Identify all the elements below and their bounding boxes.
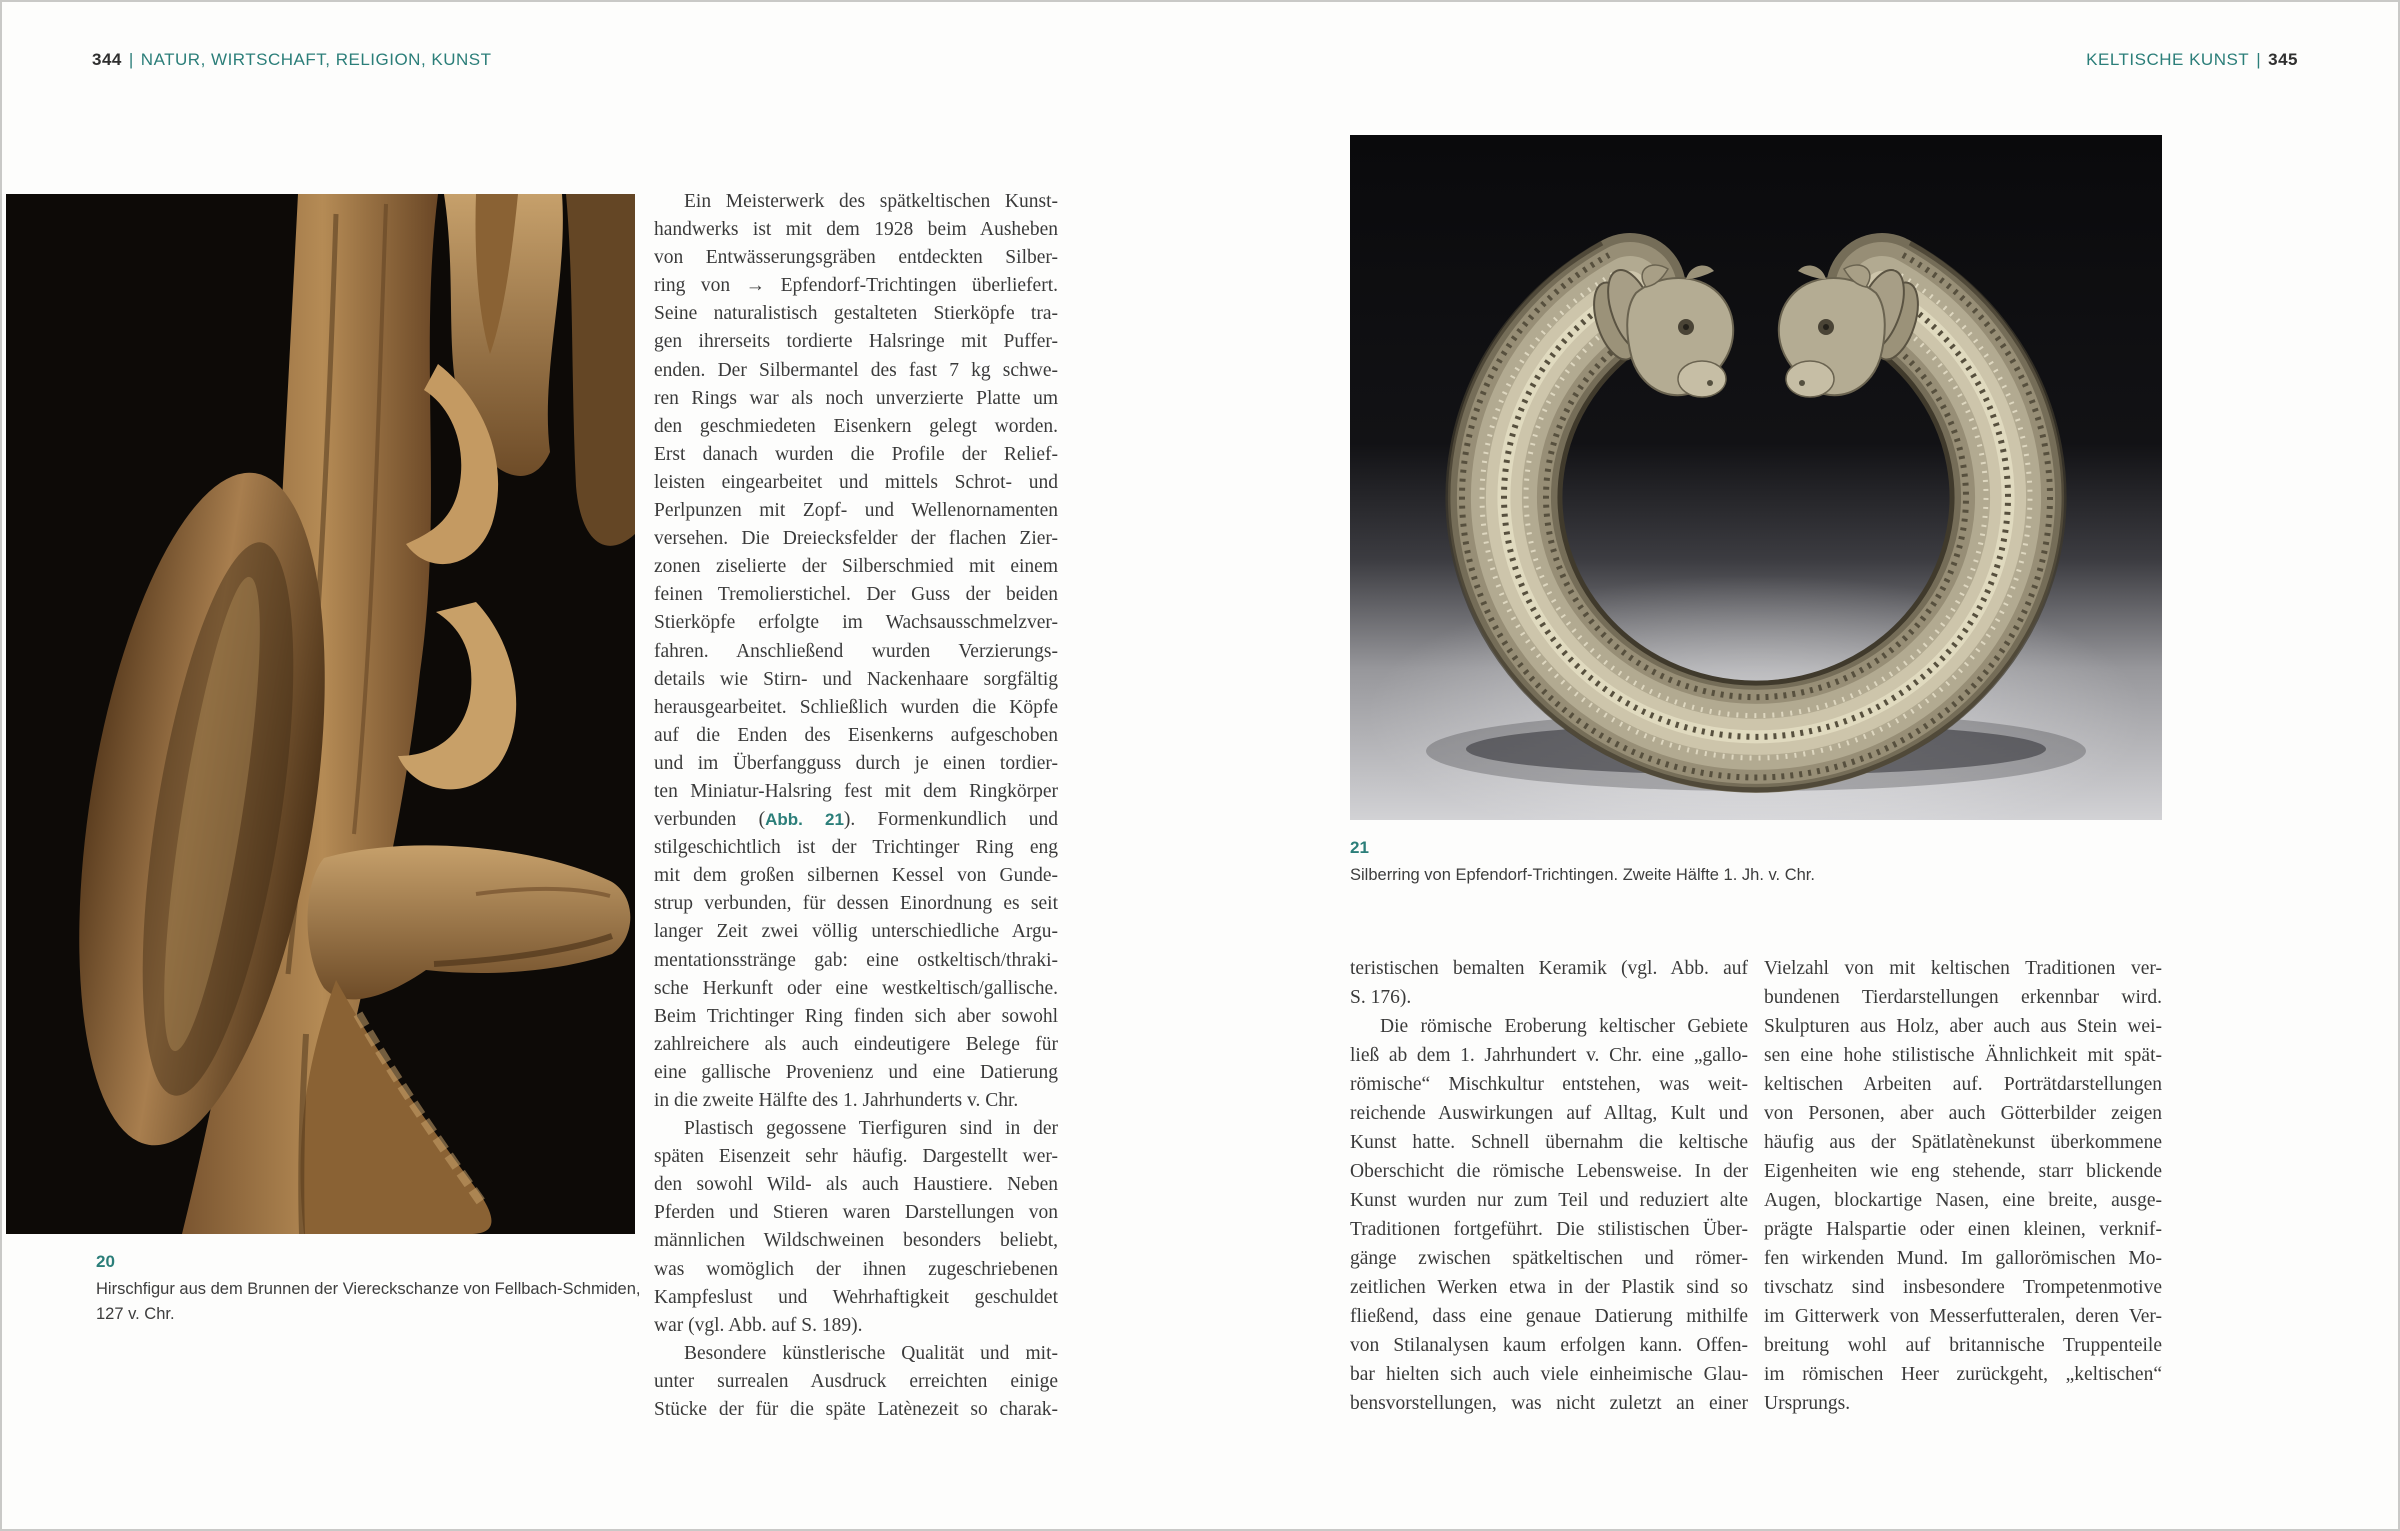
text-line: fahren. Anschließend wurden Verzierungs-: [654, 640, 1058, 662]
caption-line: 127 v. Chr.: [96, 1305, 175, 1323]
text-line: enden. Der Silbermantel des fast 7 kg schwe-: [654, 359, 1058, 381]
text-line: Besondere künstlerische Qualität und mit-: [684, 1342, 1058, 1364]
text-line: leisten eingearbeitet und mittels Schrot- und: [654, 471, 1058, 493]
text-line: S. 176).: [1350, 987, 1412, 1008]
silver-ring-photo: [1350, 135, 2162, 820]
text-line: zonen ziselierte der Silberschmied mit einem: [654, 556, 1058, 578]
text-line: prägte Halspartie oder einen kleinen, verknif-: [1764, 1219, 2162, 1240]
text-line: gänge zwischen spätkeltischen und römer-: [1350, 1248, 1748, 1269]
caption-line: Silberring von Epfendorf-Trichtingen. Zweite Hälfte 1. Jh. v. Chr.: [1350, 866, 1815, 884]
text-line: Ein Meisterwerk des spätkeltischen Kunst-: [684, 191, 1058, 212]
text-line: bensvorstellungen, was nicht zuletzt an einer: [1350, 1393, 1748, 1414]
text-line: in die zweite Hälfte des 1. Jahrhunderts v. Chr.: [654, 1090, 1019, 1111]
text-line: strup verbunden, für dessen Einordnung es seit: [654, 893, 1058, 915]
text-line: den geschmiedeten Eisenkern gelegt worden.: [654, 415, 1058, 437]
text-line: tivschatz sind insbesondere Trompetenmotive: [1764, 1277, 2162, 1298]
text-line: sche Herkunft oder eine westkeltisch/gallische.: [654, 977, 1058, 999]
text-line: fließend, dass eine genaue Datierung mithilfe: [1350, 1306, 1748, 1327]
text-line: ten Miniatur-Halsring fest mit dem Ringkörper: [654, 780, 1058, 802]
header-right: [2086, 50, 2298, 70]
text-line: zeitlichen Werken etwa in der Plastik sind so: [1350, 1277, 1748, 1298]
text-line: bar hielten sich auch viele einheimische Glau-: [1350, 1364, 1748, 1385]
text-line: römische“ Mischkultur entstehen, was weit-: [1350, 1074, 1748, 1095]
header-separator: |: [128, 50, 134, 69]
text-line: Pferden und Stieren waren Darstellungen von: [654, 1202, 1058, 1224]
stag-sculpture-photo: [6, 194, 635, 1234]
text-line: teristischen bemalten Keramik (vgl. Abb. auf: [1350, 958, 1748, 979]
text-line: unter surrealen Ausdruck erreichten einige: [654, 1370, 1058, 1392]
text-line: sen eine hohe stilistische Ähnlichkeit mit spät-: [1764, 1045, 2162, 1066]
text-column-right-2: [1764, 954, 2162, 1424]
page-number-left: 344: [92, 50, 122, 69]
text-line: fen wirkenden Mund. Im gallorömischen Mo-: [1764, 1248, 2162, 1269]
figure-reference: Abb. 21: [765, 810, 844, 830]
header-separator: |: [2256, 50, 2262, 69]
text-line: feinen Tremolierstichel. Der Guss der beiden: [654, 584, 1058, 606]
text-line: bundenen Tierdarstellungen erkennbar wird.: [1764, 987, 2162, 1008]
chapter-title-left: NATUR, WIRTSCHAFT, RELIGION, KUNST: [140, 50, 492, 69]
text-line: Die römische Eroberung keltischer Gebiete: [1380, 1016, 1748, 1037]
text-line: Traditionen fortgeführt. Die stilistischen Über-: [1350, 1219, 1748, 1240]
text-line: Perlpunzen mit Zopf- und Wellenornamenten: [654, 500, 1058, 522]
text-line: war (vgl. Abb. auf S. 189).: [654, 1314, 863, 1336]
caption-line: Hirschfigur aus dem Brunnen der Viereckschanze von Fellbach-Schmiden,: [96, 1280, 641, 1298]
text-line: Stierköpfe erfolgte im Wachsausschmelzver-: [654, 612, 1058, 634]
text-line: ring von → Epfendorf-Trichtingen überliefert.: [654, 275, 1058, 297]
text-line: Oberschicht die römische Lebensweise. In der: [1350, 1161, 1748, 1182]
chapter-title-right: KELTISCHE KUNST: [2086, 50, 2250, 69]
text-line: Ursprungs.: [1764, 1393, 1851, 1414]
silver-ring-illustration: [1350, 135, 2162, 820]
text-line: details wie Stirn- und Nackenhaare sorgfältig: [654, 668, 1058, 690]
text-line: auf die Enden des Eisenkerns aufgeschoben: [654, 724, 1058, 746]
text-line: breitung wohl auf britannische Truppenteile: [1764, 1335, 2162, 1356]
text-line: herausgearbeitet. Schließlich wurden die Köpfe: [654, 696, 1058, 718]
text-line: Kunst hatte. Schnell übernahm die keltische: [1350, 1132, 1748, 1153]
text-line: ren Rings war als noch unverzierte Platte um: [654, 387, 1058, 409]
text-line: verbunden (Abb. 21). Formenkundlich und: [654, 809, 1058, 831]
text-column-middle: [654, 188, 1058, 1428]
text-line: ließ ab dem 1. Jahrhundert v. Chr. eine „gallo-: [1350, 1045, 1748, 1066]
figure-number: 21: [1350, 838, 1369, 857]
text-line: Augen, blockartige Nasen, eine breite, ausge-: [1764, 1190, 2162, 1211]
stag-sculpture-illustration: [6, 194, 635, 1234]
text-line: keltischen Arbeiten auf. Porträtdarstellungen: [1764, 1074, 2162, 1095]
text-line: Kunst wurden nur zum Teil und reduziert alte: [1350, 1190, 1748, 1211]
text-line: Stücke der für die späte Latènezeit so charak-: [654, 1399, 1058, 1421]
figure-number: 20: [96, 1252, 115, 1271]
text-line: und im Überfangguss durch je einen tordier-: [654, 752, 1058, 774]
text-column-right-1: [1350, 954, 1748, 1424]
text-line: den sowohl Wild- als auch Haustiere. Neben: [654, 1174, 1058, 1196]
text-line: Skulpturen aus Holz, aber auch aus Stein wei-: [1764, 1016, 2162, 1037]
text-line: Eigenheiten wie eng stehende, starr blickende: [1764, 1161, 2162, 1182]
text-line: Plastisch gegossene Tierfiguren sind in der: [684, 1118, 1058, 1140]
text-line: von Personen, aber auch Götterbilder zeigen: [1764, 1103, 2162, 1124]
text-line: Seine naturalistisch gestalteten Stierköpfe tra-: [654, 303, 1058, 325]
text-line: reichende Auswirkungen auf Alltag, Kult und: [1350, 1103, 1748, 1124]
figure-caption-20: [96, 1252, 656, 1327]
text-line: gen ihrerseits tordierte Halsringe mit Puffer-: [654, 331, 1058, 353]
text-line: häufig aus der Spätlatènekunst überkommene: [1764, 1132, 2162, 1153]
text-line: mentationsstränge gab: eine ostkeltisch/thraki-: [654, 949, 1058, 971]
text-line: was womöglich der ihnen zugeschriebenen: [654, 1258, 1058, 1280]
text-line: von Entwässerungsgräben entdeckten Silber-: [654, 247, 1058, 269]
page-number-right: 345: [2268, 50, 2298, 69]
text-line: von Stilanalysen kaum erfolgen kann. Offen-: [1350, 1335, 1748, 1356]
text-line: versehen. Die Dreiecksfelder der flachen Zier-: [654, 528, 1058, 550]
text-line: stilgeschichtlich ist der Trichtinger Ring eng: [654, 837, 1058, 859]
text-line: späten Eisenzeit sehr häufig. Dargestellt wer-: [654, 1146, 1058, 1168]
text-line: handwerks ist mit dem 1928 beim Ausheben: [654, 219, 1058, 241]
text-line: Kampfeslust und Wehrhaftigkeit geschuldet: [654, 1286, 1058, 1308]
text-line: Vielzahl von mit keltischen Traditionen ver-: [1764, 958, 2162, 979]
text-line: langer Zeit zwei völlig unterschiedliche Argu-: [654, 921, 1058, 943]
text-line: mit dem großen silbernen Kessel von Gunde-: [654, 865, 1058, 887]
text-line: eine gallische Provenienz und eine Datierung: [654, 1061, 1058, 1083]
text-line: im Gitterwerk von Messerfutteralen, deren Ver-: [1764, 1306, 2162, 1327]
text-line: im römischen Heer zurückgeht, „keltischen“: [1764, 1364, 2162, 1385]
header-left: [92, 50, 492, 70]
text-line: zahlreichere als auch eindeutigere Belege für: [654, 1033, 1058, 1055]
figure-caption-21: [1350, 838, 2130, 888]
text-line: Beim Trichtinger Ring finden sich aber sowohl: [654, 1005, 1058, 1027]
text-line: Erst danach wurden die Profile der Relief-: [654, 443, 1058, 465]
text-line: männlichen Wildschweinen besonders beliebt,: [654, 1230, 1058, 1252]
